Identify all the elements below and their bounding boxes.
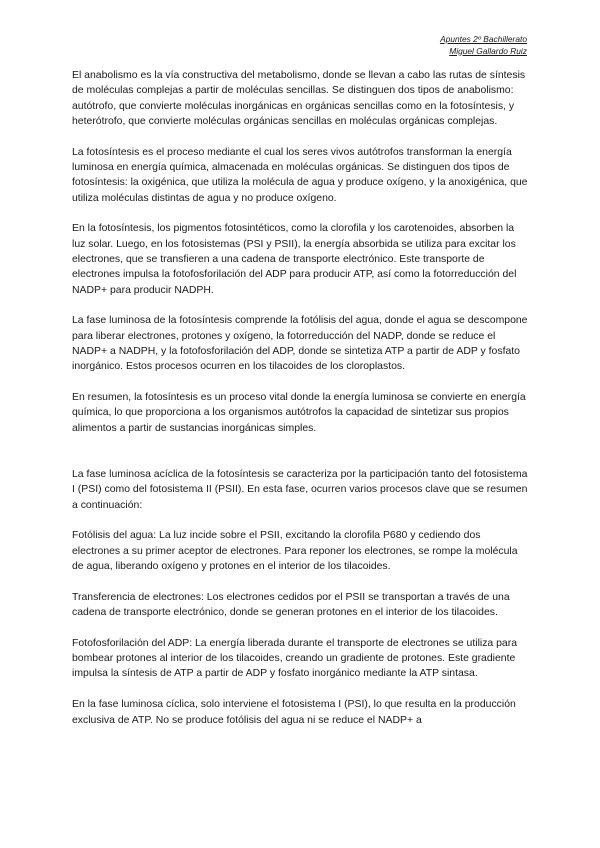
paragraph-fotofosforilacion: Fotofosforilación del ADP: La energía liberada durante el transporte de electrones se utiliza para bombear protones al interior de los tilacoides, creando un gradiente de protones. Este gradiente impulsa la síntesis de ATP a partir de ADP y fosfato inorgánico mediante la ATP sintasa. — [72, 637, 518, 680]
paragraph-fase-aciclica: La fase luminosa acíclica de la fotosíntesis se caracteriza por la participación tanto del fotosistema I (PSI) como del fotosistema II (PSII). En esta fase, ocurren varios procesos clave que se resumen a continuación: — [72, 468, 528, 511]
document-header — [440, 34, 527, 57]
paragraph-pigmentos: En la fotosíntesis, los pigmentos fotosintéticos, como la clorofila y los carotenoides, absorben la luz solar. Luego, en los fotosistemas (PSI y PSII), la energía absorbida se utiliza para excitar los electrones, que se transfieren a una cadena de transporte electrónico. Este transporte de electrones impulsa la fotofosforilación del ADP para producir ATP, así como la fotorreducción del NADP+ para producir NADPH. — [72, 223, 517, 296]
header-author: Miguel Gallardo Ruiz — [449, 45, 527, 56]
paragraph-fotosintesis-definicion: La fotosíntesis es el proceso mediante el cual los seres vivos autótrofos transforman la energía luminosa en energía química, almacenada en moléculas orgánicas. Se distinguen dos tipos de fotosíntesis: la oxigénica, que utiliza la molécula de agua y produce oxígeno, y la anoxigénica, que utiliza moléculas distintas de agua y no produce oxígeno. — [72, 146, 528, 204]
paragraph-fotolisis: Fotólisis del agua: La luz incide sobre el PSII, excitando la clorofila P680 y cediendo dos electrones a su primer aceptor de electrones. Para reponer los electrones, se rompe la molécula de agua, liberando oxígeno y protones en el interior de los tilacoides. — [72, 530, 518, 572]
paragraph-fase-ciclica: En la fase luminosa cíclica, solo interviene el fotosistema I (PSI), lo que resulta en la producción exclusiva de ATP. No se produce fotólisis del agua ni se reduce el NADP+ a — [72, 699, 516, 726]
paragraph-anabolismo: El anabolismo es la vía constructiva del metabolismo, donde se llevan a cabo las rutas de síntesis de moléculas complejas a partir de moléculas sencillas. Se distinguen dos tipos de anabolismo: autótrofo, que convierte moléculas inorgánicas en orgánicas sencillas como en la fotosíntesis, y heterótrofo, que convierte moléculas orgánicas sencillas en moléculas orgánicas complejas. — [72, 70, 526, 127]
paragraph-fase-luminosa: La fase luminosa de la fotosíntesis comprende la fotólisis del agua, donde el agua se descompone para liberar electrones, protones y oxígeno, la fotorreducción del NADP, donde se reduce el NADP+ a NADPH, y la fotofosforilación del ADP, donde se sintetiza ATP a partir de ADP y fosfato inorgánico. Estos procesos ocurren en los tilacoides de los cloroplastos. — [72, 315, 528, 373]
paragraph-resumen: En resumen, la fotosíntesis es un proceso vital donde la energía luminosa se convierte en energía química, lo que proporciona a los organismos autótrofos la capacidad de sintetizar sus propios alimentos a partir de sustancias inorgánicas simples. — [72, 392, 526, 434]
document-body — [72, 68, 528, 728]
header-course: Apuntes 2º Bachillerato — [440, 34, 527, 44]
paragraph-transferencia: Transferencia de electrones: Los electrones cedidos por el PSII se transportan a través de una cadena de transporte electrónico, donde se generan protones en el interior de los tilacoides. — [72, 591, 510, 619]
